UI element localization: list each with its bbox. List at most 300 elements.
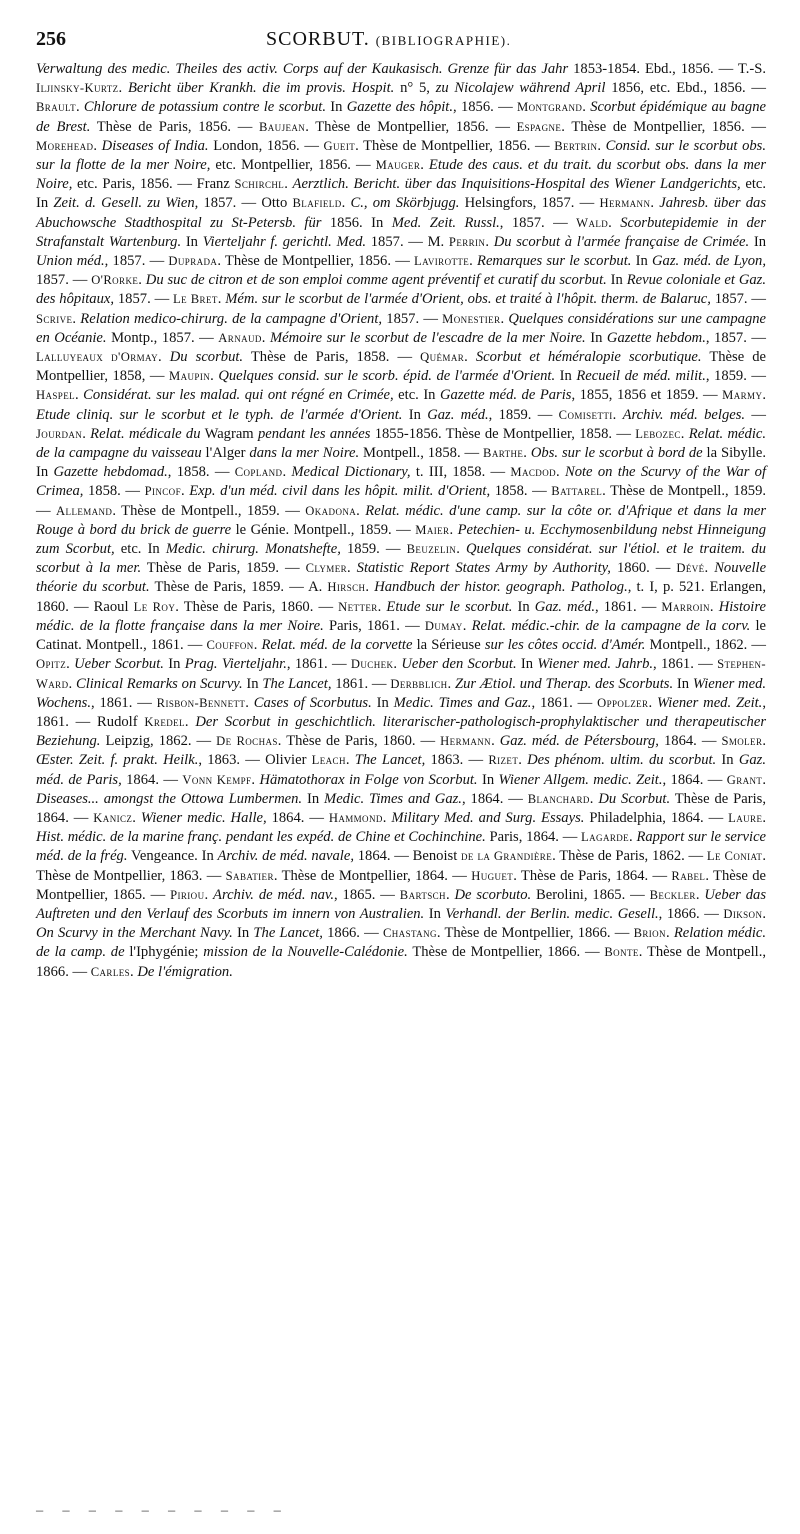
citation-text: . xyxy=(680,425,689,442)
citation-title: Petechien- u. Ecchymosenbildung nebst Hinneigung zum Scorbut, xyxy=(36,521,767,558)
citation-title: Statistic Report States Army by Authority, xyxy=(356,560,611,577)
citation-title: Relat. médic. d'une camp. sur la côte or. d'Afrique et dans la mer Rouge à bord du brick de guerre xyxy=(36,502,766,538)
citation-title: Archiv. de méd. nav. xyxy=(213,886,335,903)
citation-text: , 1864. — xyxy=(662,771,727,788)
citation-title: Des phénom. ultim. du scorbut. xyxy=(527,752,717,769)
citation-text: , 1866. — xyxy=(658,905,724,922)
citation-text: , 1859. — xyxy=(705,368,767,385)
author-name: Hammond xyxy=(328,810,383,825)
citation-text: Vengeance. In xyxy=(127,848,218,865)
citation-text: , 1858. — xyxy=(167,464,235,481)
citation-text: t. I, p. 521. Erlangen, 1860. — Raoul xyxy=(36,579,766,615)
citation-text: . xyxy=(253,637,262,654)
citation-text: le Génie. Montpell., 1859. — xyxy=(231,521,416,538)
citation-title: Medical Dictionary, xyxy=(291,464,411,481)
citation-text: . xyxy=(130,963,138,980)
author-name: Scrive xyxy=(36,311,73,326)
citation-text: . xyxy=(158,349,170,366)
citation-text: le Catinat. Montpell., 1861. — xyxy=(36,617,767,654)
citation-text: . xyxy=(184,713,196,730)
author-name: Gueit xyxy=(323,138,356,153)
citation-text: 1856. In xyxy=(321,214,392,231)
author-name: Beuzelin xyxy=(406,542,457,557)
citation-title: Exp. d'un méd. civil dans les hôpit. milit. d'Orient, xyxy=(189,483,491,500)
author-name: Haspel xyxy=(36,388,76,403)
citation-text: London, 1856. — xyxy=(208,137,324,154)
citation-text: Wagram xyxy=(200,425,258,442)
citation-text: etc. In xyxy=(114,541,166,558)
citation-text: . xyxy=(72,310,81,327)
citation-title: Wiener med. Zeit. xyxy=(656,694,763,711)
citation-text: . xyxy=(582,99,591,116)
citation-title: Handbuch der histor. geograph. Patholog., xyxy=(374,579,632,596)
citation-text: . xyxy=(762,733,767,750)
author-name: Bonte xyxy=(604,945,639,960)
citation-title: Scorbutepidemie in der Strafanstalt Wartenburg. xyxy=(36,214,766,250)
citation-text: . Thèse de Paris, 1864. — xyxy=(513,867,672,884)
citation-title: Aerztlich. Bericht. über das Inquisitions-Hospital des Wiener Landgerichts, xyxy=(292,176,741,193)
citation-text: In xyxy=(181,233,203,250)
author-name: Marmy xyxy=(722,388,763,403)
citation-text: 1857. — xyxy=(710,291,767,308)
citation-text: Montpell., 1862. — xyxy=(645,637,767,654)
citation-text: 1859. — xyxy=(340,541,407,558)
citation-text: , 1861. — xyxy=(595,598,662,615)
citation-text: t. III, 1858. — xyxy=(410,464,511,481)
citation-title: Recueil de méd. milit. xyxy=(576,368,706,385)
citation-text: . Thèse de Montpellier, 1865. — xyxy=(36,867,766,903)
citation-text: , 1857. — xyxy=(705,329,766,346)
author-name: Chastang xyxy=(382,926,437,941)
author-name: Beckler xyxy=(649,887,696,902)
author-name: Piriou xyxy=(170,887,205,902)
citation-text: Thèse de Montpellier, 1866. — xyxy=(407,944,605,961)
author-name: Brault xyxy=(36,100,76,115)
citation-text: l'Alger xyxy=(201,445,250,462)
citation-title: De scorbuto. xyxy=(454,886,532,903)
citation-text: . xyxy=(356,502,366,519)
citation-title: Diseases of India. xyxy=(101,137,209,154)
page-number: 256 xyxy=(36,28,66,50)
citation-title: Medic. Times and Gaz. xyxy=(324,790,462,807)
citation-text: . xyxy=(650,195,660,212)
bibliography-page xyxy=(36,20,766,982)
citation-title: Gazette des hôpit. xyxy=(346,99,454,116)
citation-text: 1864. — Benoist xyxy=(353,848,461,865)
author-name: Risbon-Bennett xyxy=(156,695,246,710)
citation-text: . xyxy=(341,195,351,212)
citation-text: 1864. — xyxy=(658,733,722,750)
citation-text: etc. In xyxy=(393,387,440,404)
citation-text: In xyxy=(326,99,347,116)
citation-title: Ueber den Scorbut. xyxy=(401,656,517,673)
citation-title: The Lancet, xyxy=(354,752,426,769)
author-name: Dikson xyxy=(723,906,763,921)
citation-text: 1857. — xyxy=(114,291,174,308)
citation-title: The Lancet, xyxy=(253,925,323,942)
author-name: Maupin xyxy=(169,369,211,384)
citation-text: . xyxy=(456,541,466,558)
citation-text: . Thèse de Montpellier, 1856. — xyxy=(561,118,767,135)
citation-text: . xyxy=(132,809,141,826)
citation-text: 1856, etc. Ebd., 1856. — xyxy=(605,80,766,97)
citation-text: . xyxy=(210,368,219,385)
citation-text: , 1861. — xyxy=(653,656,718,673)
citation-title: De l'émigration. xyxy=(137,963,233,980)
citation-text: Paris, 1861. — xyxy=(323,617,425,634)
citation-text: . xyxy=(449,521,458,538)
citation-text: . Thèse de Montpell., 1859. — xyxy=(112,502,306,519)
citation-title: Wiener med. Wochens. xyxy=(36,675,767,711)
citation-text: In xyxy=(555,368,577,385)
citation-title: Hist. médic. de la marine franç. pendant les expéd. de Chine et Cochinchine. xyxy=(36,829,486,846)
citation-text: — xyxy=(745,406,766,423)
citation-text: . xyxy=(66,656,75,673)
author-name: Lagarde xyxy=(581,830,630,845)
citation-text: l'Iphygénie; xyxy=(124,944,204,961)
citation-text: . xyxy=(762,387,766,404)
author-name: Monestier xyxy=(442,311,501,326)
author-name: Kredel xyxy=(144,714,185,729)
author-name: Couffon xyxy=(206,638,254,653)
citation-text: . xyxy=(393,656,402,673)
citation-text: 1858. — xyxy=(490,483,552,500)
author-name: Espagne xyxy=(516,119,562,134)
citation-text: Philadelphia, 1864. — xyxy=(584,809,729,826)
author-name: Kanicz xyxy=(93,810,133,825)
citation-text: . xyxy=(347,560,357,577)
citation-text: Thèse de Montpellier, 1858, — xyxy=(36,349,767,385)
citation-title: Der Scorbut in geschichtlich. literarischer-pathologisch-prophylaktischer und therapeutischer Beziehung. xyxy=(36,713,766,750)
author-name: Bertrin xyxy=(554,138,598,153)
author-name: Hermann xyxy=(599,196,651,211)
citation-text: . xyxy=(695,886,705,903)
citation-text: 1861. — xyxy=(331,675,391,692)
citation-text: . xyxy=(217,291,226,308)
citation-text: . Thèse de Montpellier, 1866. — xyxy=(436,925,634,942)
citation-text: . xyxy=(204,886,214,903)
author-name: Jourdan xyxy=(36,426,83,441)
citation-text: 1864. — xyxy=(266,809,329,826)
citation-title: dans la mer Noire. xyxy=(249,445,360,462)
author-name: Montgrand xyxy=(516,100,583,115)
citation-text: In xyxy=(302,790,325,807)
author-name: Wald xyxy=(576,215,609,230)
citation-title: Relat. médic. de la campagne du vaisseau xyxy=(36,425,766,462)
author-name: Laure xyxy=(728,810,763,825)
citation-text: Montpell., 1858. — xyxy=(359,445,484,462)
citation-title: Hämatothorax in Folge von Scorbut. xyxy=(259,771,478,788)
citation-title: sur les côtes occid. d'Amér. xyxy=(484,637,646,654)
citation-text: 1857. — Otto xyxy=(198,195,293,212)
author-name: Dévé xyxy=(676,561,705,576)
citation-text: In xyxy=(512,598,535,615)
author-name: Blanchard xyxy=(527,791,590,806)
citation-text: , 1863. — Olivier xyxy=(198,752,312,769)
author-name: Clymer xyxy=(305,561,347,576)
citation-text: . xyxy=(420,157,429,174)
author-name: Mauger xyxy=(375,158,421,173)
author-name: Copland xyxy=(234,465,283,480)
citation-title: On Scurvy in the Merchant Navy. xyxy=(36,925,233,942)
citation-text: . xyxy=(709,598,719,615)
citation-title: Etude sur le scorbut. xyxy=(386,598,513,615)
citation-title: Union méd. xyxy=(36,253,105,270)
citation-text: . Thèse de Paris, 1862. — xyxy=(552,848,707,865)
citation-text: . Thèse de Montpell., 1859. — xyxy=(36,483,767,519)
citation-title: Gazette méd. de Paris xyxy=(440,387,572,404)
author-name: Lebozec xyxy=(635,426,681,441)
citation-text: . xyxy=(382,809,392,826)
citation-text: . Thèse de Paris, 1860. — xyxy=(175,598,339,615)
citation-text: Thèse de Paris, 1858. — xyxy=(243,349,421,366)
citation-title: Relat. médic.-chir. de la campagne de la corv. xyxy=(471,617,751,634)
citation-text: . xyxy=(447,675,456,692)
citation-text: . xyxy=(762,809,767,826)
citation-title: zu Nicolajew während April xyxy=(435,80,606,97)
citation-title: Mém. sur le scorbut de l'armée d'Orient, obs. et traité à l'hôpit. therm. de Balaruc, xyxy=(225,291,711,308)
citation-text: . xyxy=(345,752,355,769)
citation-text: . xyxy=(377,598,387,615)
citation-title: Histoire médic. de la flotte française dans la mer Noire. xyxy=(36,598,766,634)
citation-text: . xyxy=(462,617,472,634)
author-name: Lalluyeaux d'Ormay xyxy=(36,350,158,365)
author-name: Battarel xyxy=(551,484,603,499)
citation-text: . xyxy=(82,425,91,442)
citation-title: Zeit. d. Gesell. zu Wien, xyxy=(53,195,199,212)
citation-text: , 1861. — xyxy=(286,656,351,673)
bibliography-text xyxy=(36,60,766,982)
citation-text: n° 5, xyxy=(394,80,436,97)
author-name: Le Bret xyxy=(173,292,218,307)
author-name: Carles xyxy=(90,964,131,979)
citation-title: Scorbut et héméralopie scorbutique. xyxy=(475,349,702,366)
citation-text: In xyxy=(716,752,739,769)
citation-title: Gaz. méd. xyxy=(427,406,489,423)
citation-text: . xyxy=(464,349,476,366)
citation-text: In xyxy=(242,675,263,692)
citation-text: Paris, 1864. — xyxy=(485,829,582,846)
citation-text: . xyxy=(556,464,565,481)
citation-text: . Thèse de Montpellier, 1856. — xyxy=(217,253,415,270)
citation-text: Berolini, 1865. — xyxy=(531,886,650,903)
citation-title: Du Scorbut. xyxy=(598,790,671,807)
citation-title: Œster. Zeit. f. prakt. Heilk. xyxy=(36,752,199,769)
citation-text: etc. Montpellier, 1856. — xyxy=(210,157,376,174)
citation-title: Cases of Scorbutus. xyxy=(253,694,372,711)
citation-text: . xyxy=(251,771,260,788)
author-name: Allemand xyxy=(56,503,113,518)
citation-title: Nouvelle théorie du scorbut. xyxy=(36,560,767,596)
author-name: Morehead xyxy=(36,138,94,153)
author-name: Opitz xyxy=(36,657,67,672)
author-name: Schirchl xyxy=(234,177,285,192)
citation-title: Zur Ætiol. und Therap. des Scorbuts. xyxy=(455,675,674,692)
footer-rule: — — — — — — — — — — xyxy=(36,1504,287,1518)
citation-text: . Thèse de Montpellier, 1864. — xyxy=(273,867,472,884)
citation-title: Du suc de citron et de son emploi comme agent préventif et curatif du scorbut. xyxy=(145,272,607,289)
citation-text: Helsingfors, 1857. — xyxy=(459,195,600,212)
citation-text: , 1857. — xyxy=(104,253,169,270)
author-name: Sabatier xyxy=(225,868,274,883)
citation-text: . xyxy=(365,579,375,596)
citation-text: . xyxy=(469,253,478,270)
citation-title: Verhandl. der Berlin. medic. Gesell. xyxy=(445,905,659,922)
citation-text: Montp., 1857. — xyxy=(106,329,219,346)
author-name: Lavirotte xyxy=(414,254,470,269)
citation-title: Gazette hebdomad. xyxy=(53,464,168,481)
citation-text: . xyxy=(284,176,293,193)
citation-text: 1858. — xyxy=(83,483,145,500)
citation-text: Thèse de Paris, 1856. — xyxy=(90,118,259,135)
citation-text: , 1861. — xyxy=(91,694,157,711)
author-name: Baujean xyxy=(258,119,306,134)
running-head-subtitle: (BIBLIOGRAPHIE). xyxy=(375,33,512,48)
citation-title: Mémoire sur le scorbut de l'escadre de la mer Noire. xyxy=(269,329,586,346)
citation-text: etc. In xyxy=(36,176,766,212)
citation-title: Wiener Allgem. medic. Zeit. xyxy=(498,771,663,788)
running-head xyxy=(266,28,511,51)
citation-text: , 1864. — xyxy=(461,790,528,807)
author-name: Grant xyxy=(726,772,763,787)
citation-title: Etude des caus. et du trait. du scorbut obs. dans la mer Noire, xyxy=(36,157,767,193)
author-name: Perrin xyxy=(448,234,486,249)
author-name: Marroin xyxy=(661,599,710,614)
citation-text: . xyxy=(485,233,494,250)
author-name: Smoler xyxy=(721,734,763,749)
citation-title: Relation medico-chirurg. de la campagne d'Orient, xyxy=(80,310,383,327)
citation-text: . Thèse de Montpellier, 1856. — xyxy=(305,118,517,135)
citation-text: In xyxy=(371,694,394,711)
citation-text: 1860. — xyxy=(610,560,677,577)
citation-title: Du scorbut à l'armée française de Crimée. xyxy=(493,233,750,250)
citation-text: . xyxy=(261,329,270,346)
citation-title: C., om Skörbjugg. xyxy=(350,195,460,212)
citation-title: Wiener med. Jahrb. xyxy=(537,656,654,673)
citation-text: Leipzig, 1862. — xyxy=(100,733,217,750)
author-name: Bartsch xyxy=(399,887,446,902)
citation-title: Gaz. méd. de Lyon, xyxy=(652,253,766,270)
citation-title: Scorbut épidémique au bagne de Brest. xyxy=(36,99,766,135)
citation-title: Military Med. and Surg. Essays. xyxy=(391,809,585,826)
citation-title: Prag. Vierteljahr. xyxy=(184,656,287,673)
citation-text: etc. Paris, 1856. — Franz xyxy=(72,176,235,193)
citation-title: Medic. Times and Gaz. xyxy=(393,694,532,711)
citation-text: 1855-1856. Thèse de Montpellier, 1858. — xyxy=(370,425,636,442)
citation-title: Relat. méd. de la corvette xyxy=(261,637,413,654)
citation-text: . Thèse de Montpell., 1866. — xyxy=(36,944,767,980)
author-name: Hirsch xyxy=(327,580,366,595)
author-name: Okadona xyxy=(305,503,357,518)
citation-title: Du scorbut. xyxy=(169,349,244,366)
citation-text: In xyxy=(606,272,627,289)
author-name: Le Roy xyxy=(133,599,176,614)
citation-text: 1853-1854. Ebd., 1856. — T.-S. xyxy=(568,61,766,77)
citation-text: , 1865. — xyxy=(334,886,400,903)
citation-text: In xyxy=(232,925,254,942)
author-name: O'Rorke xyxy=(91,273,139,288)
citation-text: In xyxy=(163,656,185,673)
citation-text: Thèse de Paris, 1859. — xyxy=(141,560,306,577)
citation-text: . xyxy=(612,406,623,423)
citation-title: Etude cliniq. sur le scorbut et le typh. de l'armée d'Orient. xyxy=(36,406,403,423)
citation-title: Bericht über Krankh. die im provis. Hospit. xyxy=(127,80,395,97)
citation-text: . Thèse de Montpellier, 1863. — xyxy=(36,848,766,884)
citation-title: Gaz. méd. xyxy=(534,598,596,615)
citation-text: In xyxy=(516,656,538,673)
citation-title: Archiv. méd. belges. xyxy=(622,406,746,423)
author-name: Blafield xyxy=(292,196,342,211)
page-header xyxy=(36,20,766,60)
citation-text: . xyxy=(282,464,292,481)
citation-text: . Thèse de Montpellier, 1856. — xyxy=(355,137,555,154)
citation-title: Gaz. méd. de Pétersbourg, xyxy=(499,733,659,750)
author-name: Iljinsky-Kurtz xyxy=(36,81,119,96)
citation-title: Medic. chirurg. Monatshefte, xyxy=(165,541,341,558)
citation-title: Rapport sur le service méd. de la frég. xyxy=(36,829,767,865)
author-name: Brion xyxy=(633,926,666,941)
citation-title: Remarques sur le scorbut. xyxy=(477,253,632,270)
citation-text: In xyxy=(477,771,499,788)
citation-text: . xyxy=(608,214,621,231)
author-name: Leach xyxy=(311,753,346,768)
citation-text: In xyxy=(585,329,607,346)
citation-text: , 1855, 1856 et 1859. — xyxy=(571,387,723,404)
citation-title: Med. Zeit. Russl. xyxy=(391,214,500,231)
citation-text: . xyxy=(762,771,766,788)
citation-title: Obs. sur le scorbut à bord de xyxy=(530,445,703,462)
citation-title: Diseases... amongst the Ottowa Lumbermen. xyxy=(36,790,303,807)
author-name: Oppolzer xyxy=(597,695,649,710)
citation-text: 1866. — xyxy=(322,925,383,942)
citation-text: . xyxy=(762,905,766,922)
citation-text: 1864. — xyxy=(121,771,183,788)
citation-title: Vierteljahr f. gerichtl. Med. xyxy=(202,233,367,250)
citation-title: Gaz. méd. de Paris, xyxy=(36,752,766,788)
citation-text: In xyxy=(424,905,446,922)
citation-title: Archiv. de méd. navale, xyxy=(217,848,354,865)
citation-title: Quelques consid. sur le scorb. épid. de l'armée d'Orient. xyxy=(218,368,556,385)
citation-title: Note on the Scurvy of the War of Crimea, xyxy=(36,464,767,500)
author-name: Huguet xyxy=(471,868,514,883)
citation-text: . xyxy=(518,752,528,769)
citation-text: In xyxy=(673,675,693,692)
citation-text: . xyxy=(500,310,509,327)
citation-title: Verwaltung des medic. Theiles des activ. Corps auf der Kaukasisch. Grenze für das Jahr xyxy=(36,61,569,77)
author-name: Netter xyxy=(338,599,378,614)
citation-text: Thèse de Paris, 1859. — A. xyxy=(149,579,328,596)
citation-text: In xyxy=(749,233,766,250)
citation-title: mission de la Nouvelle-Calédonie. xyxy=(203,944,408,961)
citation-title: Quelques considérations sur une campagne en Océanie. xyxy=(36,310,767,346)
citation-text: , 1861. — xyxy=(531,694,598,711)
citation-title: Revue coloniale et Gaz. des hôpitaux, xyxy=(36,272,766,308)
citation-text: . xyxy=(665,925,674,942)
citation-title: Gazette hebdom. xyxy=(606,329,706,346)
citation-text: . xyxy=(245,694,254,711)
citation-text: . xyxy=(629,829,637,846)
citation-text: . xyxy=(445,886,455,903)
citation-text: . xyxy=(491,733,500,750)
author-name: De Rochas xyxy=(216,734,278,749)
author-name: Barthe xyxy=(483,446,524,461)
citation-text: Thèse de Paris, 1864. — xyxy=(36,790,766,826)
citation-title: Chlorure de potassium contre le scorbut. xyxy=(83,99,327,116)
citation-title: Considérat. sur les malad. qui ont régné en Crimée, xyxy=(83,387,394,404)
author-name: Duchek xyxy=(350,657,394,672)
citation-text: . xyxy=(93,137,102,154)
author-name: Duprada xyxy=(168,254,218,269)
